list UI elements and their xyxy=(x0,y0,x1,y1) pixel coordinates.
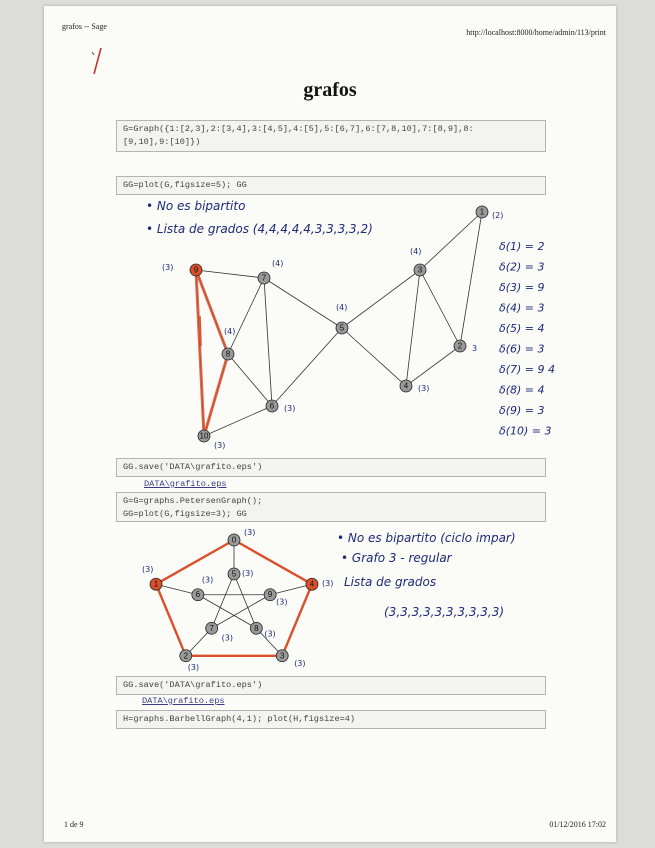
node-label: 0 xyxy=(231,535,237,545)
edge xyxy=(342,328,406,386)
node-label: 9 xyxy=(193,265,199,275)
note-degree-list: • Lista de grados (4,4,4,4,4,3,3,3,3,2) xyxy=(146,222,373,236)
footer-date: 01/12/2016 17:02 xyxy=(549,820,606,829)
degree-annotation: (3) xyxy=(284,404,296,413)
degree-entry: δ(7) = 9 4 xyxy=(499,363,556,376)
node-label: 6 xyxy=(195,590,201,600)
code-cell-graph-def[interactable] xyxy=(116,120,546,152)
node-label: 10 xyxy=(199,431,209,441)
graph-1-figure xyxy=(104,196,609,454)
node-label: 6 xyxy=(269,401,275,411)
edge xyxy=(406,270,420,386)
edge xyxy=(264,278,272,406)
code-cell-plot[interactable] xyxy=(116,176,546,195)
degree-entry: δ(4) = 3 xyxy=(499,301,545,315)
degree-annotation: (3) xyxy=(276,597,288,607)
header-title: grafos -- Sage xyxy=(62,22,107,31)
edge xyxy=(270,584,312,595)
code-line: H=graphs.BarbellGraph(4,1); plot(H,figsize=4) xyxy=(123,714,356,724)
code-line: GG.save('DATA\grafito.eps') xyxy=(123,680,263,690)
highlighted-edge xyxy=(282,584,312,656)
degree-annotation: (4) xyxy=(410,247,422,256)
footer-page-number: 1 de 9 xyxy=(64,820,84,829)
degree-annotation: (3) xyxy=(214,441,226,450)
highlighted-edge xyxy=(156,584,186,656)
note-3-regular: • Grafo 3 - regular xyxy=(341,551,452,565)
edge xyxy=(228,278,264,354)
node-label: 9 xyxy=(267,590,273,600)
edge xyxy=(156,584,198,595)
degree-annotation: (3) xyxy=(162,263,174,272)
degree-annotation: (4) xyxy=(272,259,284,268)
node-label: 4 xyxy=(309,579,315,589)
degree-annotation: (3) xyxy=(201,575,214,585)
code-line: GG=plot(G,figsize=5); GG xyxy=(123,180,247,190)
node-label: 8 xyxy=(225,349,231,359)
degree-annotation: (3) xyxy=(244,528,256,537)
degree-entry: δ(10) = 3 xyxy=(499,424,552,438)
degree-annotation: (3) xyxy=(418,384,430,393)
edge xyxy=(198,595,256,629)
page-title: grafos xyxy=(303,79,357,101)
edge xyxy=(212,574,234,628)
degree-list-handwritten xyxy=(499,240,555,438)
graph-1-nodes xyxy=(162,206,503,450)
edge xyxy=(406,346,460,386)
degree-annotation: (3) xyxy=(294,658,306,668)
edge xyxy=(460,212,482,346)
edge xyxy=(264,278,342,328)
note-degree-list-label: Lista de grados xyxy=(344,575,437,589)
degree-entry: δ(3) = 9 xyxy=(499,281,545,294)
edge xyxy=(234,574,256,628)
degree-entry: δ(5) = 4 xyxy=(499,322,545,335)
degree-entry: δ(1) = 2 xyxy=(499,240,545,253)
edge xyxy=(342,270,420,328)
node-label: 1 xyxy=(479,207,485,217)
degree-annotation: 3 xyxy=(472,344,478,353)
degree-annotation: (3) xyxy=(187,662,200,672)
edge xyxy=(272,328,342,406)
code-cell-save[interactable] xyxy=(116,458,546,477)
node-label: 7 xyxy=(261,273,267,283)
output-link-2[interactable]: DATA\grafito.eps xyxy=(142,696,225,706)
degree-annotation: (3) xyxy=(142,565,154,575)
code-cell-barbell[interactable] xyxy=(116,710,546,729)
code-line: GG=plot(G,figsize=3); GG xyxy=(123,509,247,519)
degree-entry: δ(2) = 3 xyxy=(499,260,545,274)
node-label: 3 xyxy=(417,265,423,275)
node-label: 1 xyxy=(153,579,159,589)
pen-stroke xyxy=(200,316,201,346)
edge xyxy=(420,212,482,270)
edge xyxy=(420,270,460,346)
degree-annotation: (3) xyxy=(264,629,276,639)
edge xyxy=(228,354,272,406)
code-cell-save-2[interactable] xyxy=(116,676,546,695)
node-label: 5 xyxy=(231,569,237,579)
node-label: 2 xyxy=(457,341,463,351)
graph-2-figure xyxy=(104,522,609,674)
code-line: G=Graph({1:[2,3],2:[3,4],3:[4,5],4:[5],5:[6,7],6:[7,8,10],7:[8,9],8: xyxy=(123,124,474,134)
degree-annotation: (3) xyxy=(242,569,254,578)
note-not-bipartite: • No es bipartito xyxy=(146,199,246,213)
node-label: 7 xyxy=(209,623,214,633)
degree-entry: δ(9) = 3 xyxy=(499,404,545,417)
document-page xyxy=(44,6,616,842)
code-line: GG.save('DATA\grafito.eps') xyxy=(123,462,263,472)
node-label: 5 xyxy=(339,323,345,333)
node-label: 3 xyxy=(279,651,285,661)
note-degree-list-values: (3,3,3,3,3,3,3,3,3,3) xyxy=(384,605,505,619)
header-url[interactable]: http://localhost:8000/home/admin/113/print xyxy=(466,28,606,37)
edge xyxy=(212,595,270,629)
degree-entry: δ(8) = 4 xyxy=(499,383,545,397)
note-not-bipartite-odd-cycle: • No es bipartito (ciclo impar) xyxy=(337,531,516,545)
node-label: 8 xyxy=(254,623,259,633)
degree-annotation: (3) xyxy=(321,579,334,589)
node-label: 4 xyxy=(403,381,409,391)
graph-2-edges xyxy=(153,540,312,656)
pen-mark xyxy=(88,46,108,76)
highlighted-edge xyxy=(156,540,234,584)
edge xyxy=(196,270,264,278)
edge xyxy=(204,406,272,436)
degree-annotation: (2) xyxy=(492,211,504,220)
code-line: [9,10],9:[10]}) xyxy=(123,137,201,147)
code-line: G=G=graphs.PetersenGraph(); xyxy=(123,496,263,506)
node-label: 2 xyxy=(183,651,189,661)
output-link[interactable]: DATA\grafito.eps xyxy=(144,479,227,489)
degree-annotation: (3) xyxy=(221,633,234,643)
degree-annotation: (4) xyxy=(336,303,348,312)
degree-entry: δ(6) = 3 xyxy=(499,342,545,356)
code-cell-petersen[interactable] xyxy=(116,492,546,522)
degree-annotation: (4) xyxy=(224,327,236,336)
